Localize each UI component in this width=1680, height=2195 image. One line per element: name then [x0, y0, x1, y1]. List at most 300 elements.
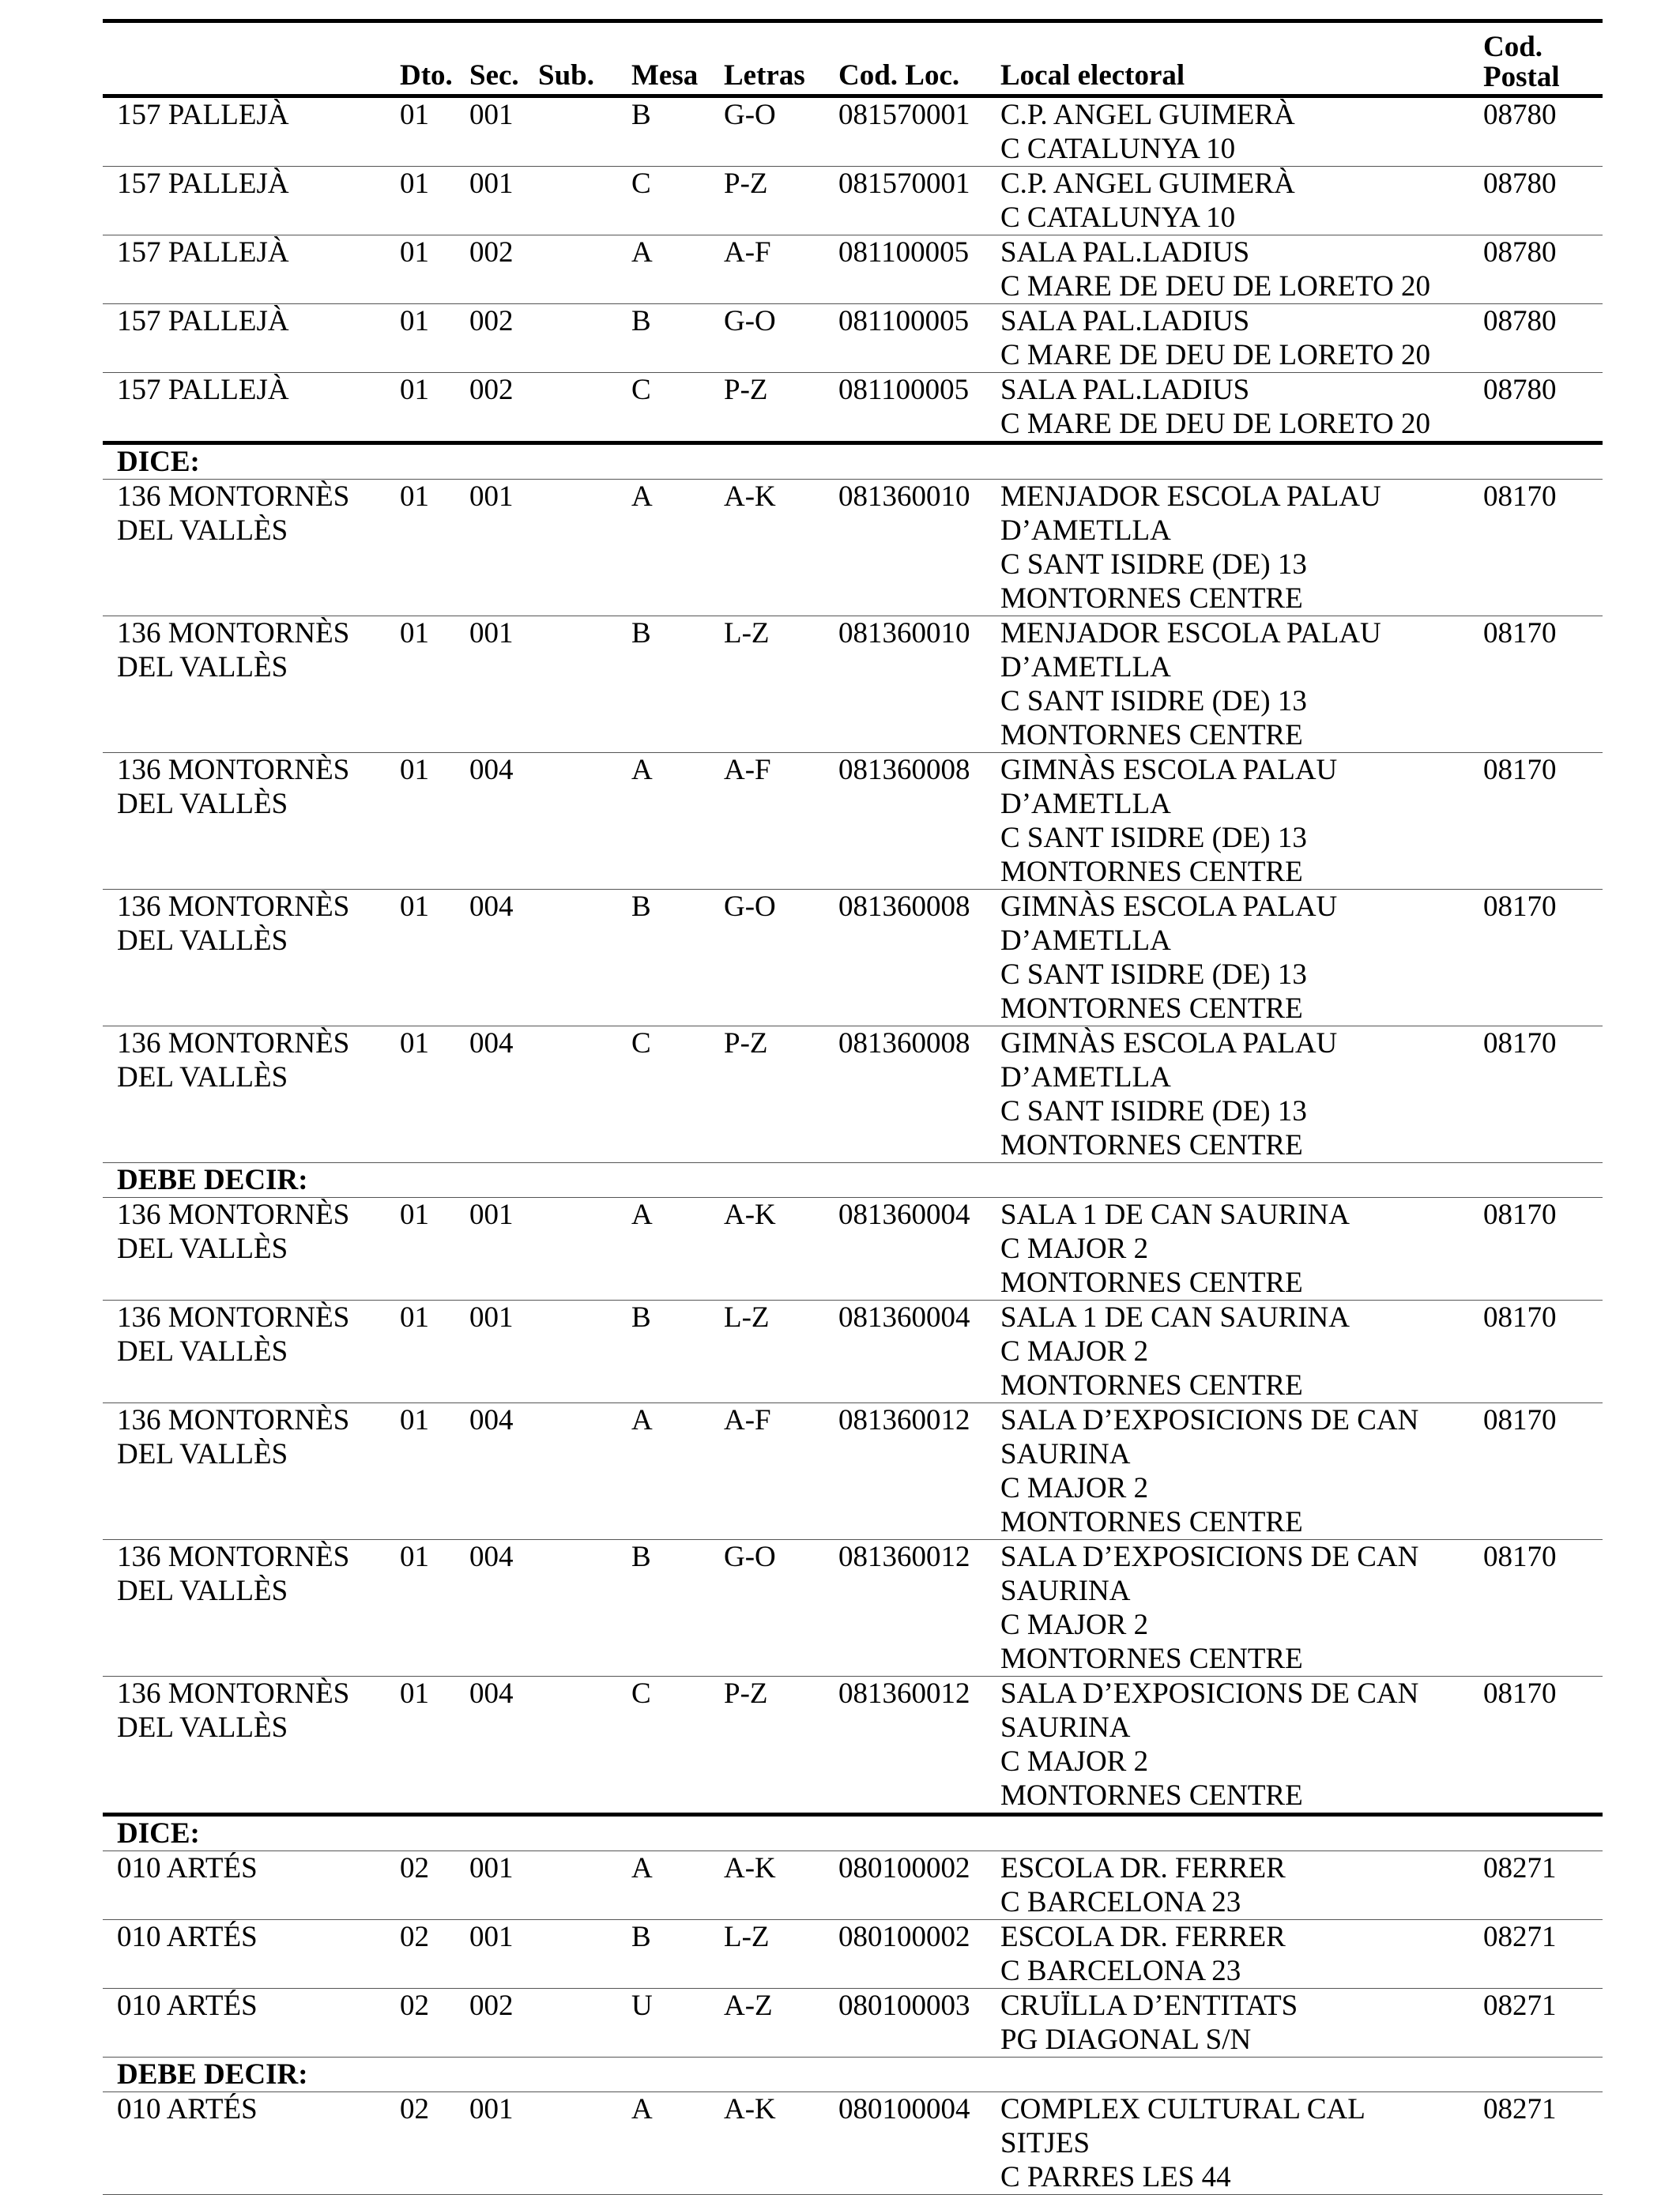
cell-cod-loc: 081570001 [838, 99, 970, 131]
cell-dto: 02 [400, 1852, 429, 1884]
cell-municipio-line: 136 MONTORNÈS [117, 1027, 350, 1060]
cell-local-electoral-line: GIMNÀS ESCOLA PALAU [1000, 890, 1338, 923]
cell-municipio-line: 136 MONTORNÈS [117, 617, 350, 649]
cell-local-electoral [1000, 373, 1483, 443]
cell-letras: P-Z [724, 374, 768, 406]
cell-dto: 01 [400, 890, 429, 923]
cell-local-electoral-line: MONTORNES CENTRE [1000, 856, 1303, 888]
cell-cod-loc: 080100002 [838, 1852, 970, 1884]
table-row [103, 2092, 1603, 2195]
cell-sec: 002 [469, 305, 514, 337]
header-row [103, 21, 1603, 96]
cell-dto: 01 [400, 236, 429, 269]
table-row [103, 480, 1603, 616]
cell-local-electoral-line: MONTORNES CENTRE [1000, 1643, 1303, 1675]
cell-municipio-line: 157 PALLEJÀ [117, 374, 289, 406]
cell-mesa: C [631, 168, 651, 200]
cell-sub [538, 1301, 631, 1403]
cell-sub [538, 1989, 631, 2058]
header-cod-postal-line1: Cod. [1483, 31, 1543, 63]
cell-municipio [103, 96, 400, 167]
cell-local-electoral [1000, 890, 1483, 1026]
cell-cod-postal: 08780 [1483, 236, 1557, 269]
cell-cod-postal: 08170 [1483, 617, 1557, 649]
cell-local-electoral-line: MONTORNES CENTRE [1000, 1779, 1303, 1812]
cell-sec: 002 [469, 1990, 514, 2022]
cell-local-electoral [1000, 1920, 1483, 1989]
cell-cod-postal: 08170 [1483, 1027, 1557, 1060]
cell-local-electoral-line: C CATALUNYA 10 [1000, 133, 1236, 165]
cell-sec: 002 [469, 374, 514, 406]
cell-dto: 01 [400, 617, 429, 649]
cell-municipio-line: DEL VALLÈS [117, 1711, 288, 1744]
cell-municipio-line: 157 PALLEJÀ [117, 305, 289, 337]
cell-sec: 001 [469, 168, 514, 200]
cell-local-electoral-line: SALA D’EXPOSICIONS DE CAN [1000, 1404, 1419, 1436]
cell-mesa: B [631, 1301, 651, 1334]
cell-sub [538, 304, 631, 373]
cell-sec: 001 [469, 1199, 514, 1231]
cell-local-electoral-line: C SANT ISIDRE (DE) 13 [1000, 548, 1307, 581]
cell-sec: 001 [469, 2093, 514, 2125]
cell-municipio-line: DEL VALLÈS [117, 924, 288, 957]
cell-municipio-line: 136 MONTORNÈS [117, 1301, 350, 1334]
cell-letras: A-F [724, 1404, 771, 1436]
cell-cod-loc: 081360010 [838, 617, 970, 649]
cell-municipio [103, 235, 400, 304]
cell-municipio [103, 480, 400, 616]
cell-municipio [103, 1198, 400, 1301]
cell-municipio [103, 1026, 400, 1163]
cell-municipio-line: 136 MONTORNÈS [117, 1199, 350, 1231]
cell-local-electoral-line: ESCOLA DR. FERRER [1000, 1921, 1286, 1953]
cell-local-electoral-line: SAURINA [1000, 1711, 1131, 1744]
cell-local-electoral-line: D’AMETLLA [1000, 651, 1171, 683]
cell-sub [538, 1851, 631, 1920]
cell-municipio-line: DEL VALLÈS [117, 1233, 288, 1265]
cell-local-electoral [1000, 235, 1483, 304]
cell-local-electoral-line: MENJADOR ESCOLA PALAU [1000, 617, 1381, 649]
header-cod-postal-line2: Postal [1483, 61, 1560, 93]
cell-local-electoral-line: MONTORNES CENTRE [1000, 1506, 1303, 1538]
section-header-row [103, 443, 1603, 480]
cell-dto: 01 [400, 1199, 429, 1231]
cell-local-electoral-line: C BARCELONA 23 [1000, 1886, 1241, 1918]
cell-local-electoral-line: C SANT ISIDRE (DE) 13 [1000, 1095, 1307, 1128]
cell-cod-postal: 08170 [1483, 1199, 1557, 1231]
cell-municipio-line: 157 PALLEJÀ [117, 99, 289, 131]
cell-local-electoral-line: GIMNÀS ESCOLA PALAU [1000, 1027, 1338, 1060]
cell-sub [538, 167, 631, 235]
cell-cod-postal: 08271 [1483, 1852, 1557, 1884]
cell-municipio [103, 1989, 400, 2058]
cell-local-electoral-line: C MARE DE DEU DE LORETO 20 [1000, 339, 1431, 371]
cell-cod-loc: 081360008 [838, 754, 970, 786]
cell-local-electoral-line: MONTORNES CENTRE [1000, 1267, 1303, 1299]
cell-sub [538, 96, 631, 167]
cell-local-electoral-line: C MAJOR 2 [1000, 1335, 1149, 1368]
cell-municipio-line: DEL VALLÈS [117, 1335, 288, 1368]
cell-municipio-line: 136 MONTORNÈS [117, 480, 350, 513]
cell-letras: P-Z [724, 1027, 768, 1060]
cell-local-electoral [1000, 1540, 1483, 1677]
cell-cod-loc: 081100005 [838, 305, 970, 337]
cell-local-electoral-line: SITJES [1000, 2127, 1090, 2159]
header-mesa: Mesa [631, 59, 699, 92]
cell-letras: G-O [724, 1541, 776, 1573]
cell-cod-loc: 081360008 [838, 1027, 970, 1060]
cell-sub [538, 1920, 631, 1989]
cell-mesa: A [631, 2093, 653, 2125]
header-local-electoral: Local electoral [1000, 59, 1185, 92]
cell-cod-postal: 08170 [1483, 480, 1557, 513]
cell-letras: A-F [724, 236, 771, 269]
cell-cod-loc: 081570001 [838, 168, 970, 200]
cell-local-electoral-line: C BARCELONA 23 [1000, 1955, 1241, 1987]
cell-sec: 001 [469, 480, 514, 513]
cell-municipio [103, 373, 400, 443]
cell-municipio [103, 1920, 400, 1989]
cell-local-electoral-line: C MAJOR 2 [1000, 1472, 1149, 1504]
cell-sub [538, 235, 631, 304]
table-row [103, 1920, 1603, 1989]
cell-mesa: B [631, 1541, 651, 1573]
cell-letras: L-Z [724, 1921, 770, 1953]
header-letras: Letras [724, 59, 805, 92]
cell-sub [538, 2092, 631, 2195]
cell-mesa: C [631, 1677, 651, 1710]
cell-local-electoral [1000, 2092, 1483, 2195]
cell-dto: 01 [400, 374, 429, 406]
cell-local-electoral [1000, 480, 1483, 616]
cell-letras: G-O [724, 890, 776, 923]
table-header [103, 21, 1603, 96]
cell-cod-loc: 081360010 [838, 480, 970, 513]
table-row [103, 235, 1603, 304]
cell-sec: 004 [469, 1541, 514, 1573]
cell-cod-postal: 08271 [1483, 2093, 1557, 2125]
cell-cod-postal: 08170 [1483, 1677, 1557, 1710]
cell-sub [538, 616, 631, 753]
cell-sec: 002 [469, 236, 514, 269]
cell-local-electoral-line: MONTORNES CENTRE [1000, 1369, 1303, 1402]
cell-local-electoral-line: C PARRES LES 44 [1000, 2161, 1231, 2193]
cell-cod-postal: 08170 [1483, 1541, 1557, 1573]
cell-mesa: B [631, 890, 651, 923]
cell-letras: L-Z [724, 1301, 770, 1334]
cell-local-electoral-line: CRUÏLLA D’ENTITATS [1000, 1990, 1298, 2022]
cell-cod-loc: 081360012 [838, 1404, 970, 1436]
cell-dto: 01 [400, 99, 429, 131]
cell-municipio-line: DEL VALLÈS [117, 1438, 288, 1470]
cell-municipio-line: DEL VALLÈS [117, 514, 288, 547]
table-row [103, 304, 1603, 373]
cell-sec: 004 [469, 1404, 514, 1436]
cell-municipio-line: 136 MONTORNÈS [117, 1677, 350, 1710]
cell-municipio [103, 304, 400, 373]
section-label: DICE: [103, 1815, 1603, 1851]
cell-municipio [103, 616, 400, 753]
cell-cod-postal: 08271 [1483, 1921, 1557, 1953]
header-sec: Sec. [469, 59, 519, 92]
cell-local-electoral [1000, 167, 1483, 235]
cell-letras: P-Z [724, 168, 768, 200]
cell-mesa: C [631, 374, 651, 406]
table-row [103, 1403, 1603, 1540]
cell-sub [538, 373, 631, 443]
cell-local-electoral-line: MONTORNES CENTRE [1000, 1129, 1303, 1162]
cell-municipio-line: 157 PALLEJÀ [117, 168, 289, 200]
cell-cod-loc: 081360012 [838, 1541, 970, 1573]
cell-local-electoral-line: SAURINA [1000, 1438, 1131, 1470]
cell-letras: A-F [724, 754, 771, 786]
cell-local-electoral [1000, 753, 1483, 890]
cell-municipio-line: 010 ARTÉS [117, 1921, 258, 1953]
cell-dto: 01 [400, 754, 429, 786]
cell-mesa: C [631, 1027, 651, 1060]
cell-municipio-line: 136 MONTORNÈS [117, 890, 350, 923]
cell-mesa: A [631, 1199, 653, 1231]
cell-dto: 02 [400, 1990, 429, 2022]
table-row [103, 1198, 1603, 1301]
cell-local-electoral-line: SALA PAL.LADIUS [1000, 236, 1250, 269]
cell-municipio-line: 136 MONTORNÈS [117, 1404, 350, 1436]
cell-municipio [103, 1301, 400, 1403]
table-row [103, 373, 1603, 443]
table-row [103, 890, 1603, 1026]
cell-municipio [103, 2092, 400, 2195]
cell-dto: 01 [400, 1301, 429, 1334]
cell-local-electoral [1000, 1301, 1483, 1403]
cell-letras: A-K [724, 2093, 776, 2125]
cell-mesa: B [631, 99, 651, 131]
section-label: DICE: [103, 443, 1603, 480]
cell-dto: 01 [400, 1404, 429, 1436]
cell-cod-loc: 081100005 [838, 236, 970, 269]
table-body [103, 96, 1603, 2195]
cell-local-electoral [1000, 1989, 1483, 2058]
cell-cod-postal: 08170 [1483, 890, 1557, 923]
cell-mesa: A [631, 480, 653, 513]
cell-cod-loc: 081360004 [838, 1301, 970, 1334]
cell-mesa: B [631, 305, 651, 337]
cell-local-electoral-line: C MARE DE DEU DE LORETO 20 [1000, 408, 1431, 440]
cell-dto: 01 [400, 305, 429, 337]
cell-cod-loc: 080100004 [838, 2093, 970, 2125]
cell-municipio [103, 1677, 400, 1815]
cell-sec: 004 [469, 754, 514, 786]
cell-cod-postal: 08780 [1483, 374, 1557, 406]
table-row [103, 96, 1603, 167]
cell-mesa: A [631, 754, 653, 786]
cell-municipio [103, 890, 400, 1026]
cell-sub [538, 1540, 631, 1677]
header-cod-postal [1483, 21, 1603, 96]
cell-local-electoral-line: D’AMETLLA [1000, 514, 1171, 547]
cell-sec: 004 [469, 1027, 514, 1060]
table-row [103, 1851, 1603, 1920]
cell-letras: G-O [724, 305, 776, 337]
cell-sec: 001 [469, 617, 514, 649]
cell-local-electoral-line: SALA 1 DE CAN SAURINA [1000, 1301, 1350, 1334]
cell-municipio-line: DEL VALLÈS [117, 651, 288, 683]
cell-dto: 01 [400, 1677, 429, 1710]
cell-local-electoral [1000, 1198, 1483, 1301]
cell-local-electoral-line: SAURINA [1000, 1575, 1131, 1607]
cell-local-electoral-line: C SANT ISIDRE (DE) 13 [1000, 685, 1307, 717]
cell-municipio [103, 1540, 400, 1677]
cell-cod-loc: 080100002 [838, 1921, 970, 1953]
cell-sec: 001 [469, 99, 514, 131]
cell-cod-loc: 081360012 [838, 1677, 970, 1710]
table-row [103, 753, 1603, 890]
cell-dto: 01 [400, 480, 429, 513]
cell-local-electoral [1000, 1677, 1483, 1815]
cell-cod-postal: 08780 [1483, 305, 1557, 337]
table-row [103, 1540, 1603, 1677]
cell-local-electoral-line: MONTORNES CENTRE [1000, 992, 1303, 1025]
cell-local-electoral-line: D’AMETLLA [1000, 788, 1171, 820]
cell-municipio-line: 010 ARTÉS [117, 1990, 258, 2022]
cell-municipio-line: 136 MONTORNÈS [117, 754, 350, 786]
cell-letras: P-Z [724, 1677, 768, 1710]
cell-letras: A-K [724, 1852, 776, 1884]
header-municipio [103, 21, 400, 96]
cell-local-electoral-line: D’AMETLLA [1000, 1061, 1171, 1094]
table-row [103, 1301, 1603, 1403]
cell-cod-postal: 08170 [1483, 1404, 1557, 1436]
table-row [103, 167, 1603, 235]
cell-cod-loc: 081360008 [838, 890, 970, 923]
cell-local-electoral-line: C MAJOR 2 [1000, 1233, 1149, 1265]
cell-sec: 001 [469, 1852, 514, 1884]
cell-dto: 01 [400, 168, 429, 200]
cell-local-electoral-line: SALA PAL.LADIUS [1000, 305, 1250, 337]
cell-cod-loc: 081100005 [838, 374, 970, 406]
cell-local-electoral-line: PG DIAGONAL S/N [1000, 2024, 1252, 2056]
cell-sub [538, 1677, 631, 1815]
cell-local-electoral-line: C SANT ISIDRE (DE) 13 [1000, 958, 1307, 991]
cell-local-electoral [1000, 616, 1483, 753]
cell-dto: 01 [400, 1541, 429, 1573]
cell-local-electoral-line: SALA PAL.LADIUS [1000, 374, 1250, 406]
cell-local-electoral-line: C SANT ISIDRE (DE) 13 [1000, 822, 1307, 854]
cell-local-electoral-line: C CATALUNYA 10 [1000, 201, 1236, 234]
table-row [103, 1026, 1603, 1163]
table-row [103, 1677, 1603, 1815]
header-sub: Sub. [538, 59, 594, 92]
cell-cod-loc: 081360004 [838, 1199, 970, 1231]
section-header-row [103, 2058, 1603, 2092]
cell-local-electoral-line: C.P. ANGEL GUIMERÀ [1000, 168, 1295, 200]
cell-sec: 004 [469, 890, 514, 923]
table-row [103, 616, 1603, 753]
cell-municipio [103, 753, 400, 890]
cell-mesa: A [631, 1404, 653, 1436]
cell-local-electoral [1000, 96, 1483, 167]
cell-mesa: A [631, 236, 653, 269]
section-label: DEBE DECIR: [103, 1163, 1603, 1198]
cell-local-electoral-line: D’AMETLLA [1000, 924, 1171, 957]
cell-local-electoral-line: MENJADOR ESCOLA PALAU [1000, 480, 1381, 513]
cell-local-electoral-line: C MARE DE DEU DE LORETO 20 [1000, 270, 1431, 303]
cell-mesa: B [631, 1921, 651, 1953]
electoral-table [103, 19, 1603, 2195]
cell-sub [538, 890, 631, 1026]
cell-cod-postal: 08780 [1483, 168, 1557, 200]
cell-municipio-line: 010 ARTÉS [117, 1852, 258, 1884]
cell-letras: A-Z [724, 1990, 773, 2022]
cell-letras: A-K [724, 480, 776, 513]
cell-municipio-line: 157 PALLEJÀ [117, 236, 289, 269]
cell-dto: 01 [400, 1027, 429, 1060]
cell-municipio [103, 1403, 400, 1540]
cell-dto: 02 [400, 1921, 429, 1953]
cell-mesa: U [631, 1990, 653, 2022]
cell-municipio-line: 010 ARTÉS [117, 2093, 258, 2125]
cell-local-electoral-line: SALA 1 DE CAN SAURINA [1000, 1199, 1350, 1231]
cell-local-electoral [1000, 304, 1483, 373]
cell-local-electoral [1000, 1403, 1483, 1540]
cell-cod-loc: 080100003 [838, 1990, 970, 2022]
cell-local-electoral [1000, 1851, 1483, 1920]
section-label: DEBE DECIR: [103, 2058, 1603, 2092]
cell-local-electoral-line: COMPLEX CULTURAL CAL [1000, 2093, 1365, 2125]
cell-municipio-line: DEL VALLÈS [117, 1061, 288, 1094]
cell-municipio-line: DEL VALLÈS [117, 788, 288, 820]
cell-local-electoral-line: MONTORNES CENTRE [1000, 582, 1303, 615]
cell-local-electoral-line: GIMNÀS ESCOLA PALAU [1000, 754, 1338, 786]
cell-local-electoral-line: C MAJOR 2 [1000, 1609, 1149, 1641]
cell-letras: L-Z [724, 617, 770, 649]
cell-dto: 02 [400, 2093, 429, 2125]
cell-local-electoral [1000, 1026, 1483, 1163]
cell-local-electoral-line: ESCOLA DR. FERRER [1000, 1852, 1286, 1884]
cell-municipio-line: 136 MONTORNÈS [117, 1541, 350, 1573]
document-page [103, 19, 1588, 2195]
cell-sub [538, 1026, 631, 1163]
cell-municipio-line: DEL VALLÈS [117, 1575, 288, 1607]
cell-cod-postal: 08271 [1483, 1990, 1557, 2022]
cell-municipio [103, 1851, 400, 1920]
cell-letras: G-O [724, 99, 776, 131]
cell-mesa: B [631, 617, 651, 649]
cell-local-electoral-line: MONTORNES CENTRE [1000, 719, 1303, 751]
cell-sec: 004 [469, 1677, 514, 1710]
cell-cod-postal: 08170 [1483, 754, 1557, 786]
cell-sec: 001 [469, 1921, 514, 1953]
cell-sub [538, 753, 631, 890]
cell-local-electoral-line: SALA D’EXPOSICIONS DE CAN [1000, 1541, 1419, 1573]
cell-sec: 001 [469, 1301, 514, 1334]
cell-local-electoral-line: C.P. ANGEL GUIMERÀ [1000, 99, 1295, 131]
header-dto: Dto. [400, 59, 453, 92]
cell-sub [538, 480, 631, 616]
cell-sub [538, 1198, 631, 1301]
cell-cod-postal: 08780 [1483, 99, 1557, 131]
cell-letras: A-K [724, 1199, 776, 1231]
cell-sub [538, 1403, 631, 1540]
cell-mesa: A [631, 1852, 653, 1884]
cell-cod-postal: 08170 [1483, 1301, 1557, 1334]
section-header-row [103, 1815, 1603, 1851]
cell-local-electoral-line: SALA D’EXPOSICIONS DE CAN [1000, 1677, 1419, 1710]
section-header-row [103, 1163, 1603, 1198]
table-row [103, 1989, 1603, 2058]
cell-local-electoral-line: C MAJOR 2 [1000, 1745, 1149, 1778]
header-cod-loc: Cod. Loc. [838, 59, 960, 92]
cell-municipio [103, 167, 400, 235]
